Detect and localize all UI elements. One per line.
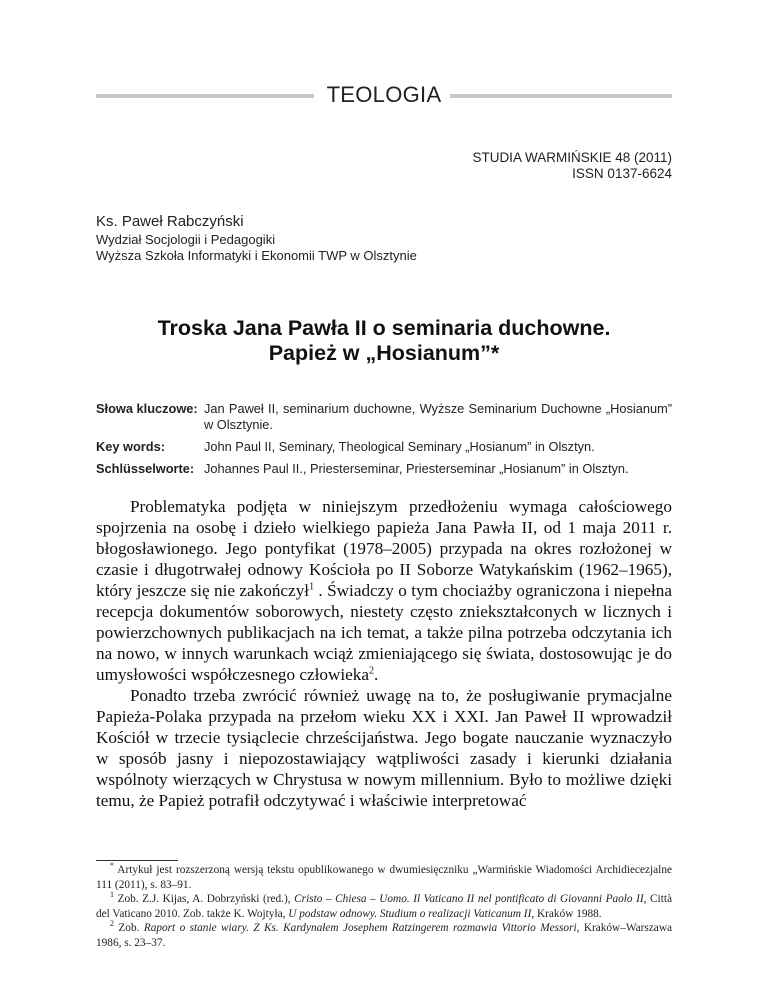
keywords-english xyxy=(96,439,672,455)
footnotes xyxy=(96,863,672,950)
paragraph-text: . Świadczy o tym chociażby ograniczona i niepełna recepcja dokumentów soborowych, niestety często zniekształconych w licznych i powierzchownych publikacjach na ich temat, a także pilna potrzeba odczytania ich na nowo, w innych warunkach wciąż zmieniającego się świata, dostosowując je do umysłowości współczesnego człowieka xyxy=(96,581,672,684)
paragraph-text: Problematyka podjęta w niniejszym przedłożeniu wymaga całościowego spojrzenia na osobę i dzieło wielkiego papieża Jana Pawła II, od 1 maja 2011 r. błogosławionego. Jego pontyfikat (1978–2005) przypada na okres rozłożonej w czasie i długotrwałej odnowy Kościoła po II Soborze Watykańskim (1962–1965), który jeszcze się nie zakończył xyxy=(96,497,672,600)
footnote-1 xyxy=(96,892,672,921)
article-title-line-1: Troska Jana Pawła II o seminaria duchowne. xyxy=(157,316,611,340)
footnote-ref-1[interactable]: 1 xyxy=(309,581,315,593)
footnote-2 xyxy=(96,921,672,950)
keywords-label: Słowa kluczowe: xyxy=(96,401,198,416)
article-title xyxy=(96,316,672,366)
keywords-label: Key words: xyxy=(96,439,165,454)
footnote-text: Artykuł jest rozszerzoną wersją tekstu opublikowanego w dwumiesięczniku „Warmińskie Wiadomości Archidiecezjalne 111 (2011), s. 83–91. xyxy=(96,864,672,891)
footnote-title: U podstaw odnowy. Studium o realizacji Vaticanum II xyxy=(288,907,532,920)
footnote-title: Cristo – Chiesa – Uomo. Il Vaticano II nel pontificato di Giovanni Paolo II xyxy=(294,893,644,905)
footnote-title: Raport o stanie wiary. Z Ks. Kardynałem Josephem Ratzingerem rozmawia Vittorio Messori xyxy=(143,922,577,934)
article-title-line-2: Papież w „Hosianum”* xyxy=(268,341,500,365)
footnote-ref-2[interactable]: 2 xyxy=(369,665,375,677)
section-header xyxy=(96,82,672,110)
keywords-value: Jan Paweł II, seminarium duchowne, Wyższe Seminarium Duchowne „Hosianum” w Olsztynie. xyxy=(204,401,672,432)
footnote-mark: * xyxy=(110,861,114,871)
footnote-mark: 2 xyxy=(110,919,114,929)
author-name: Ks. Paweł Rabczyński xyxy=(96,213,244,230)
footnote-text: Zob. Z.J. Kijas, A. Dobrzyński (red.), xyxy=(114,893,295,905)
footnote-text: Zob. xyxy=(114,922,144,934)
keywords-value: John Paul II, Seminary, Theological Seminary „Hosianum” in Olsztyn. xyxy=(204,439,595,454)
keywords-polish xyxy=(96,401,672,433)
author-block xyxy=(96,212,417,264)
footnote-mark: 1 xyxy=(110,890,114,900)
author-affiliation-faculty: Wydział Socjologii i Pedagogiki xyxy=(96,232,276,247)
footnote-text: , Kraków 1988. xyxy=(531,907,602,920)
body-paragraph-2: Ponadto trzeba zwrócić również uwagę na to, że posługiwanie prymacjalne Papieża-Polaka przypada na przełom wieku XX i XXI. Jan Paweł II wprowadził Kościół w trzecie tysiąclecie chrześcijaństwa. Jego bogate nauczanie wyznaczyło w sposób jasny i niepozostawiający wątpliwości zasady i kierunki działania wspólnoty wierzących w Chrystusa w nowym millennium. Było to możliwe dzięki temu, że Papież potrafił odczytywać i właściwie interpretować xyxy=(96,686,672,810)
article-body xyxy=(96,496,672,811)
footnote-text: , Città del Vaticano 2010. Zob. także K. Wojtyła, xyxy=(96,893,672,920)
footnote-text: , Kraków–Warszawa 1986, s. 23–37. xyxy=(96,922,672,949)
author-affiliation-school: Wyższa Szkoła Informatyki i Ekonomii TWP w Olsztynie xyxy=(96,248,417,263)
keywords-german xyxy=(96,461,672,477)
journal-issn: ISSN 0137-6624 xyxy=(572,166,672,181)
footnote-divider xyxy=(96,860,178,861)
paragraph-text: . xyxy=(374,665,379,684)
keywords-label: Schlüsselworte: xyxy=(96,461,195,476)
journal-info xyxy=(472,150,672,182)
footnote-star xyxy=(96,863,672,892)
header-rule-right xyxy=(450,94,672,98)
header-rule-left xyxy=(96,94,314,98)
keywords-block xyxy=(96,401,672,483)
journal-name-volume: STUDIA WARMIŃSKIE 48 (2011) xyxy=(472,150,672,165)
body-paragraph-1 xyxy=(96,496,672,685)
section-title: TEOLOGIA xyxy=(326,82,442,107)
keywords-value: Johannes Paul II., Priesterseminar, Priesterseminar „Hosianum” in Olsztyn. xyxy=(204,461,629,476)
